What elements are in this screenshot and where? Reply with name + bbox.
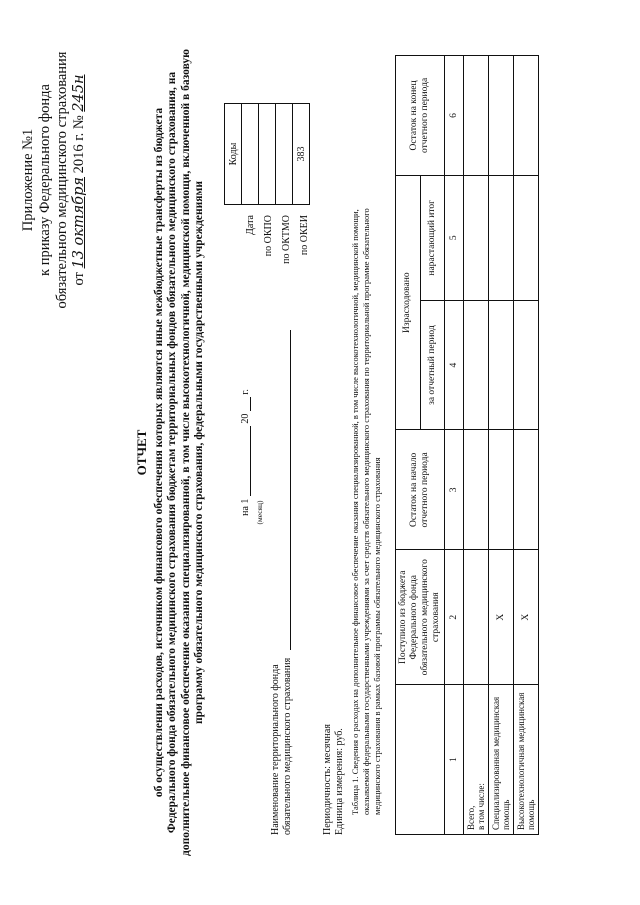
codes-box (224, 103, 310, 205)
col-number: 6 (445, 56, 464, 176)
report-title: ОТЧЕТ (134, 429, 149, 476)
code-label-oktmo: по ОКТМО (281, 215, 292, 264)
table-caption-line3: медицинского страхования в рамках базовой программы обязательного медицинского страхования (372, 457, 382, 815)
row-label (464, 685, 489, 835)
cell-end-balance (489, 56, 514, 176)
appendix-line3: обязательного медицинского страхования (54, 51, 70, 309)
report-title-block (135, 0, 207, 905)
fund-name-label-line2: обязательного медицинского страхования (282, 657, 293, 835)
header-used-cumulative: нарастающий итог (420, 175, 445, 300)
table-caption-line1: Таблица 1. Сведения о расходах на дополнительное финансовое обеспечение оказания специализированной, в том числе высокотехнологичной, медицинской помощи, (350, 209, 360, 815)
col-number: 5 (445, 175, 464, 300)
cell-used-cumulative (514, 175, 539, 300)
cell-used-period (514, 300, 539, 430)
code-okpo-value (259, 104, 276, 205)
row-label-text: Всего, (466, 805, 476, 830)
fund-name-blank (290, 330, 291, 650)
header-blank (396, 685, 445, 835)
table-row (464, 56, 489, 835)
code-label-okei: по ОКЕИ (299, 215, 310, 256)
appendix-number-handwritten: 245н (71, 74, 87, 112)
col-number: 4 (445, 300, 464, 430)
cell-end-balance (464, 56, 489, 176)
table-caption-line2: оказываемой федеральными государственными учреждениями за счет средств обязательного медицинского страхования по территориальной программе обязательного (361, 208, 371, 815)
header-end-balance: Остаток на конец отчетного периода (396, 56, 445, 176)
appendix-line2: к приказу Федерального фонда (37, 84, 53, 276)
year-blank (250, 397, 251, 411)
month-blank (250, 426, 251, 496)
periodicity-label: Периодичность: месячная (322, 724, 333, 835)
row-label: Специализированная медицинская помощь (489, 685, 514, 835)
report-on: на 1 (240, 498, 251, 516)
fund-name-label-line1: Наименование территориального фонда (270, 664, 281, 835)
code-okei-value: 383 (293, 104, 310, 205)
report-year-mid: 20 (240, 413, 251, 424)
expenses-table (395, 55, 539, 835)
codes-labels (242, 215, 314, 287)
codes-header: Коды (225, 104, 242, 205)
periodicity-block (322, 724, 346, 835)
cell-used-cumulative (464, 175, 489, 300)
cell-start-balance (489, 430, 514, 550)
col-number: 3 (445, 430, 464, 550)
report-title-line4: программу обязательного медицинского страхования, федеральными государственными учреждениями (193, 181, 205, 724)
cell-used-period (464, 300, 489, 430)
col-number: 1 (445, 685, 464, 835)
cell-received (464, 550, 489, 685)
col-number: 2 (445, 550, 464, 685)
unit-label: Единица измерения: руб. (334, 728, 345, 835)
cell-end-balance (514, 56, 539, 176)
code-label-date: Дата (245, 215, 256, 235)
row-label: Высокотехнологичная медицинская помощь (514, 685, 539, 835)
fund-name-label (270, 658, 294, 835)
appendix-date-line (71, 20, 88, 340)
code-oktmo-value (276, 104, 293, 205)
appendix-line1: Приложение №1 (20, 128, 36, 232)
header-used-period: за отчетный период (420, 300, 445, 430)
row-label-subtext: в том числе: (476, 783, 486, 830)
header-received: Поступило из бюджета Федерального фонда обязательного медицинского страхования (396, 550, 445, 685)
cell-received: X (514, 550, 539, 685)
column-numbers-row (445, 56, 464, 835)
table-caption (350, 75, 383, 815)
code-label-okpo: по ОКПО (263, 215, 274, 257)
report-title-line3: дополнительное финансовое обеспечение оказания специализированной, в том числе высокотехнологичной, медицинской помощи, включенной в базовую (179, 49, 192, 856)
report-title-line2: Федерального фонда обязательного медицинского страхования бюджетам территориальных фондов обязательного медицинского страхования, на (166, 71, 178, 834)
cell-used-cumulative (489, 175, 514, 300)
appendix-from: от (71, 272, 87, 286)
header-start-balance: Остаток на начало отчетного периода (396, 430, 445, 550)
cell-start-balance (514, 430, 539, 550)
report-title-line1: об осуществлении расходов, источником финансового обеспечения которых являются иные межбюджетные трансферты из бюджета (152, 107, 165, 798)
cell-used-period (489, 300, 514, 430)
cell-received: X (489, 550, 514, 685)
report-year-end: г. (240, 389, 251, 395)
table-row (489, 56, 514, 835)
appendix-year: 2016 г. (71, 132, 87, 174)
code-date-value (242, 104, 259, 205)
appendix-block (20, 20, 88, 340)
header-used: Израсходовано (396, 175, 421, 430)
month-caption: (месяц) (255, 500, 264, 525)
table-row (514, 56, 539, 835)
appendix-no: № (71, 115, 87, 130)
cell-start-balance (464, 430, 489, 550)
appendix-date-handwritten: 13 октября (71, 176, 87, 269)
